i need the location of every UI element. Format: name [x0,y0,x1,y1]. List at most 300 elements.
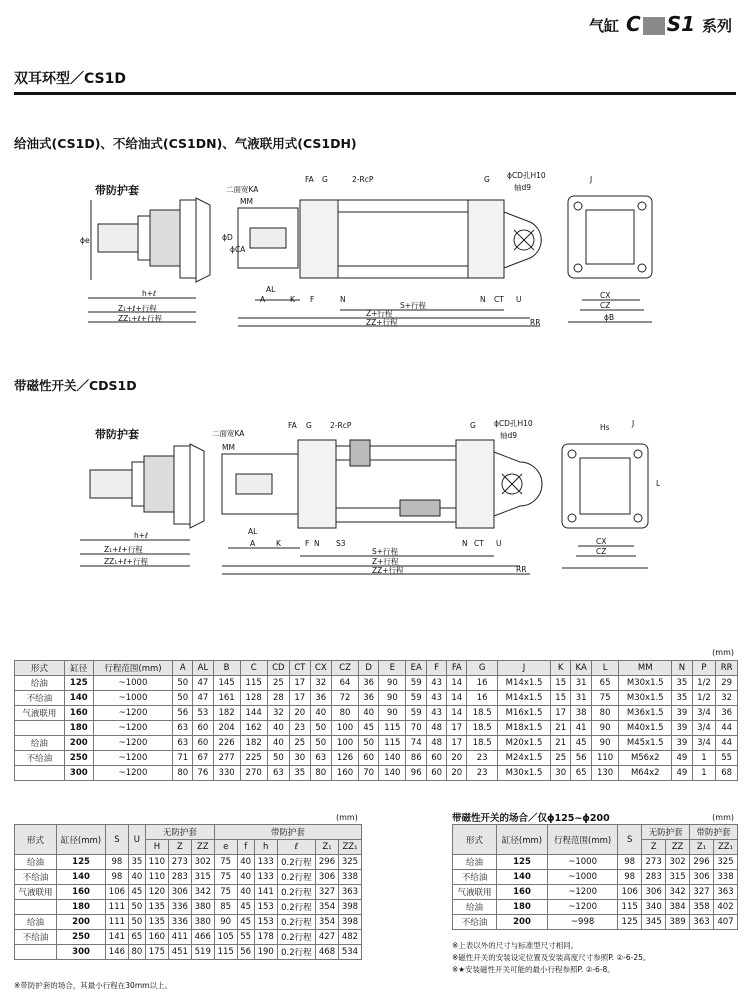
t3-cell: 不给油 [453,915,497,930]
t1-cell: 18.5 [467,736,498,751]
t1-cell: 65 [571,766,592,781]
d2-label-z1: Z₁+ℓ+行程 [104,545,143,554]
t1-cell: 144 [240,706,267,721]
d2-label-s: S+行程 [372,547,399,556]
t2-cell: 55 [237,930,254,945]
t1-cell: 330 [213,766,240,781]
header-s1: S1 [666,12,696,36]
t1-cell: 126 [332,751,359,766]
t2-cell: 111 [105,900,128,915]
t1-cell: 115 [379,721,406,736]
t2-cell: 175 [145,945,168,960]
t2-cell: 105 [214,930,237,945]
t1-cell: 35 [672,691,692,706]
t1-cell: 160 [64,706,93,721]
t1-cell: 30 [551,766,571,781]
d1-label-a: A [260,295,266,304]
t1-cell: 32 [716,691,738,706]
t1-cell: 60 [427,751,447,766]
t1-cell: 160 [332,766,359,781]
d1-label-z: Z+行程 [366,309,393,318]
t2-cell: 325 [338,855,361,870]
t2-cell: 0.2行程 [277,915,315,930]
t1-cell: 23 [467,766,498,781]
t2-cell: 40 [237,855,254,870]
d1-label-g2: G [484,175,490,184]
section-title: 双耳环型／CS1D [14,71,126,87]
table-row [15,945,362,960]
d2-label-g: G [306,421,312,430]
t1-cell: M18x1.5 [497,721,550,736]
table-row [453,915,738,930]
t2-cell: 0.2行程 [277,885,315,900]
subsection-title-2: 带磁性开关／CDS1D [14,378,137,393]
t3-cell: 气液联用 [453,885,497,900]
t1-header-cell: RR [716,661,738,676]
d2-label-zz1: ZZ₁+ℓ+行程 [104,557,148,566]
t1-cell: 39 [672,736,692,751]
t1-cell: 63 [310,751,331,766]
t1-header-cell: AL [193,661,213,676]
t1-cell: 90 [379,706,406,721]
t1-cell: 31 [571,676,592,691]
t1-header-cell: MM [619,661,672,676]
t2-cell: 336 [168,915,191,930]
t1-cell: 36 [716,706,738,721]
t2-cell: 98 [105,870,128,885]
d2-label-l: L [656,479,661,488]
t1-cell: 90 [379,691,406,706]
table-row [15,736,738,751]
t3-h-noboot: 无防护套 [642,825,690,840]
t1-cell: ~1000 [93,691,172,706]
t1-cell: 32 [267,706,289,721]
t2-cell: 354 [316,900,339,915]
t1-cell: M40x1.5 [619,721,672,736]
t2-cell: 146 [105,945,128,960]
t2-cell: 0.2行程 [277,930,315,945]
t1-cell: 145 [213,676,240,691]
t1-cell: 25 [290,736,311,751]
t2-cell: 40 [128,870,145,885]
t3-cell: 98 [618,870,642,885]
t2-cell: 153 [254,915,277,930]
t1-cell: 48 [427,736,447,751]
t1-cell: 15 [551,676,571,691]
t2-cell: 110 [145,855,168,870]
t1-cell: 18.5 [467,721,498,736]
t2-cell: 75 [214,885,237,900]
t2-cell: 336 [168,900,191,915]
t2-subheader-cell: e [214,840,237,855]
d2-label-ct: CT [474,539,484,548]
t3-cell: 160 [497,885,548,900]
t1-header-cell: L [592,661,619,676]
table-row [15,885,362,900]
t1-header-cell: A [173,661,193,676]
t2-cell: 45 [128,885,145,900]
d1-label-n: N [340,295,346,304]
t1-header-cell: K [551,661,571,676]
t1-header-cell: 行程范围(mm) [93,661,172,676]
t1-cell: 80 [173,766,193,781]
t1-cell: 76 [193,766,213,781]
t1-cell: ~1200 [93,736,172,751]
t1-cell: 64 [332,676,359,691]
t3-cell: 106 [618,885,642,900]
t2-h-boot: 带防护套 [214,825,361,840]
t2-cell: 气液联用 [15,885,57,900]
t1-cell: 20 [290,706,311,721]
t1-cell: 277 [213,751,240,766]
t1-cell: 200 [64,736,93,751]
header-suffix: 系列 [701,17,732,35]
t2-cell: 178 [254,930,277,945]
d2-label-s3: S3 [336,539,346,548]
table-row [15,721,738,736]
t3-cell: ~1200 [548,885,618,900]
t1-cell: M14x1.5 [497,676,550,691]
header-c: C [626,12,641,36]
t1-cell: M16x1.5 [497,706,550,721]
t1-cell: M30x1.5 [619,691,672,706]
t1-cell: 300 [64,766,93,781]
t1-cell: ~1000 [93,676,172,691]
t1-cell: 250 [64,751,93,766]
t1-cell: 32 [310,676,331,691]
t1-cell: 60 [193,721,213,736]
d2-label-cd: ϕCD孔H10 [494,419,533,428]
t2-cell: 300 [57,945,106,960]
t2-cell: 302 [191,855,214,870]
table-row [453,855,738,870]
t1-cell: 38 [571,706,592,721]
t2-cell: 451 [168,945,191,960]
t1-cell: 21 [551,721,571,736]
t2-subheader-cell: Z [168,840,191,855]
t3-cell: 363 [690,915,714,930]
t3-h-bore: 缸径(mm) [497,825,548,855]
t1-cell: 16 [467,676,498,691]
d1-label-d9: 轴d9 [514,183,532,192]
table3-unit: (mm) [712,813,734,822]
t1-cell: 44 [716,721,738,736]
t3-cell: 给油 [453,855,497,870]
d2-label-d9: 轴d9 [500,431,518,440]
t3-h-type: 形式 [453,825,497,855]
d2-label-hs: Hs [600,423,610,432]
t1-cell: 41 [571,721,592,736]
d2-label-k: K [276,539,281,548]
table2-note: ※带防护套的场合，其最小行程在30mm以上。 [14,981,172,990]
t3-cell: 342 [666,885,690,900]
t3-cell: 389 [666,915,690,930]
t1-cell: 20 [447,766,467,781]
t2-cell: 45 [237,900,254,915]
d1-label-z1: Z₁+ℓ+行程 [118,304,157,313]
t1-cell: 49 [672,751,692,766]
t1-cell: 47 [193,676,213,691]
t1-header-cell: CD [267,661,289,676]
t2-h-u: U [128,825,145,855]
t2-cell: 306 [168,885,191,900]
dimension-table-3 [452,824,738,930]
t3-cell: 340 [642,900,666,915]
t1-cell: 36 [310,691,331,706]
t2-h-s: S [105,825,128,855]
t2-cell: 给油 [15,915,57,930]
d1-label-ct: CT [494,295,504,304]
t2-cell: 120 [145,885,168,900]
t1-cell: 140 [379,751,406,766]
d1-label-fa: FA [305,175,314,184]
t1-cell: ~1200 [93,721,172,736]
t1-header-cell: 形式 [15,661,65,676]
t3-cell: 给油 [453,900,497,915]
t2-subheader-cell: ℓ [277,840,315,855]
t1-cell: 15 [551,691,571,706]
t1-cell: M14x1.5 [497,691,550,706]
t3-h-s: S [618,825,642,855]
d1-label-mm: MM [240,197,253,206]
t1-cell: 130 [592,766,619,781]
t3-cell: ~1200 [548,900,618,915]
t2-cell: 0.2行程 [277,900,315,915]
table-row [15,870,362,885]
table-row [453,870,738,885]
t1-cell: 140 [379,766,406,781]
t3-subheader-cell: Z [642,840,666,855]
t2-cell: 75 [214,855,237,870]
t1-cell: M30x1.5 [497,766,550,781]
t1-cell: 45 [359,721,379,736]
table-row [15,691,738,706]
t1-cell: 47 [193,691,213,706]
t2-subheader-cell: Z₁ [316,840,339,855]
t2-cell: 380 [191,900,214,915]
t1-header-cell: J [497,661,550,676]
t2-h-noboot: 无防护套 [145,825,214,840]
t1-cell: 14 [447,691,467,706]
t1-cell: 40 [267,721,289,736]
t1-cell: 80 [310,766,331,781]
t1-cell [15,721,65,736]
t1-cell: 16 [467,691,498,706]
table1-unit: (mm) [712,648,734,657]
t1-cell: 90 [592,736,619,751]
boot-label-2: 带防护套 [95,428,139,441]
t2-cell: 200 [57,915,106,930]
d1-label-g: G [322,175,328,184]
d1-label-b: ϕB [604,313,615,322]
t1-cell: 96 [406,766,427,781]
t2-cell: 342 [191,885,214,900]
t1-cell: 39 [672,706,692,721]
t1-cell: M30x1.5 [619,676,672,691]
t2-cell: 482 [338,930,361,945]
table-row [15,676,738,691]
t1-cell: 23 [290,721,311,736]
t1-cell: 1/2 [692,676,716,691]
t2-cell: 180 [57,900,106,915]
t2-cell: 80 [128,945,145,960]
t3-cell: 302 [666,855,690,870]
dimension-table-1 [14,660,738,781]
t3-h-range: 行程范围(mm) [548,825,618,855]
t1-cell: 45 [571,736,592,751]
t1-cell: M20x1.5 [497,736,550,751]
t1-cell: 55 [716,751,738,766]
t3-cell: 125 [497,855,548,870]
t1-cell: 21 [551,736,571,751]
d1-label-rcp: 2-RcP [352,175,374,184]
t1-cell: 56 [571,751,592,766]
t2-subheader-cell: H [145,840,168,855]
d1-label-cd: ϕCD孔H10 [507,171,546,180]
d1-label-zz1: ZZ₁+ℓ+行程 [118,314,162,323]
d1-label-f: F [310,295,315,304]
t1-cell: 36 [359,676,379,691]
t1-cell: 80 [592,706,619,721]
t1-cell: 1/2 [692,691,716,706]
t2-cell: 398 [338,900,361,915]
t1-cell: 161 [213,691,240,706]
d1-label-zz: ZZ+行程 [366,318,398,327]
t1-cell: 35 [672,676,692,691]
d1-label-cz: CZ [600,301,611,310]
t1-cell: 226 [213,736,240,751]
t1-cell: 53 [193,706,213,721]
t3-cell: 180 [497,900,548,915]
t3-cell: 200 [497,915,548,930]
t2-cell: 0.2行程 [277,855,315,870]
d2-label-ka: 二面宽KA [212,429,245,438]
header-prefix: 气缸 [589,17,620,35]
t2-subheader-cell: h [254,840,277,855]
t2-cell: 111 [105,915,128,930]
table-row [15,706,738,721]
t1-header-cell: KA [571,661,592,676]
t1-cell: 25 [551,751,571,766]
t1-cell: 40 [310,706,331,721]
d2-label-al: AL [248,527,258,536]
t1-cell: 3/4 [692,706,716,721]
t1-cell: 28 [267,691,289,706]
t1-cell: 给油 [15,736,65,751]
d2-label-g2: G [470,421,476,430]
t1-cell: 63 [173,721,193,736]
d1-label-k: K [290,295,295,304]
t1-header-cell: C [240,661,267,676]
t3-cell: ~1000 [548,855,618,870]
t1-header-cell: N [672,661,692,676]
t1-cell: 1 [692,766,716,781]
t1-cell: 43 [427,676,447,691]
d2-label-f: F [305,539,310,548]
t1-cell: 23 [467,751,498,766]
d2-label-fa: FA [288,421,297,430]
t3-subheader-cell: ZZ [666,840,690,855]
t3-cell: 384 [666,900,690,915]
t1-cell: 100 [332,721,359,736]
d2-label-z: Z+行程 [372,557,399,566]
t2-cell: 380 [191,915,214,930]
t3-cell: ~998 [548,915,618,930]
t2-cell: 398 [338,915,361,930]
t1-cell: 90 [592,721,619,736]
t1-cell: 60 [359,751,379,766]
d1-label-s: S+行程 [400,301,427,310]
t1-cell: 不给油 [15,691,65,706]
t2-cell: 40 [237,885,254,900]
t1-cell: M45x1.5 [619,736,672,751]
t1-cell: 68 [716,766,738,781]
t1-cell: 17 [447,721,467,736]
table-row [15,751,738,766]
t2-cell: 315 [191,870,214,885]
t3-cell: 98 [618,855,642,870]
t1-cell: 204 [213,721,240,736]
t2-cell: 0.2行程 [277,870,315,885]
t1-cell: 115 [379,736,406,751]
t3-cell: 115 [618,900,642,915]
t1-cell: ~1200 [93,751,172,766]
t2-h-bore: 缸径(mm) [57,825,106,855]
t1-cell: M24x1.5 [497,751,550,766]
t2-cell: 不给油 [15,930,57,945]
t1-header-cell: F [427,661,447,676]
t1-cell: ~1200 [93,766,172,781]
t3-h-boot: 带防护套 [690,825,738,840]
table-row [15,855,362,870]
t2-cell: 45 [237,915,254,930]
t2-cell: 160 [57,885,106,900]
t2-cell: 160 [145,930,168,945]
table-row [453,885,738,900]
t1-cell [15,766,65,781]
table3-notes [452,940,650,976]
t3-cell: 125 [618,915,642,930]
t2-cell: 534 [338,945,361,960]
d1-label-hl: h+ℓ [142,289,157,298]
t3-cell: 327 [690,885,714,900]
t1-cell: 3/4 [692,721,716,736]
t1-cell: 50 [173,676,193,691]
d1-label-u: U [516,295,522,304]
t2-cell: 110 [145,870,168,885]
t3-cell: 140 [497,870,548,885]
table3-note-3: ※★安装磁性开关可能的最小行程参照P. ②-6-8。 [452,965,615,974]
table3-caption: 带磁性开关的场合／仅ϕ125~ϕ200 [452,813,610,824]
t1-cell: 18.5 [467,706,498,721]
t1-cell: 74 [406,736,427,751]
t1-header-cell: P [692,661,716,676]
t1-header-cell: 缸径 [64,661,93,676]
t2-cell: 50 [128,900,145,915]
t3-cell: 306 [690,870,714,885]
t2-cell: 153 [254,900,277,915]
t3-cell: 402 [714,900,738,915]
t1-cell: 3/4 [692,736,716,751]
t2-cell: 125 [57,855,106,870]
t1-cell: 50 [267,751,289,766]
t1-cell: 43 [427,706,447,721]
t1-cell: 65 [592,676,619,691]
t2-cell: 283 [168,870,191,885]
t1-cell: 36 [359,691,379,706]
t1-cell: 60 [427,766,447,781]
t3-cell: 345 [642,915,666,930]
